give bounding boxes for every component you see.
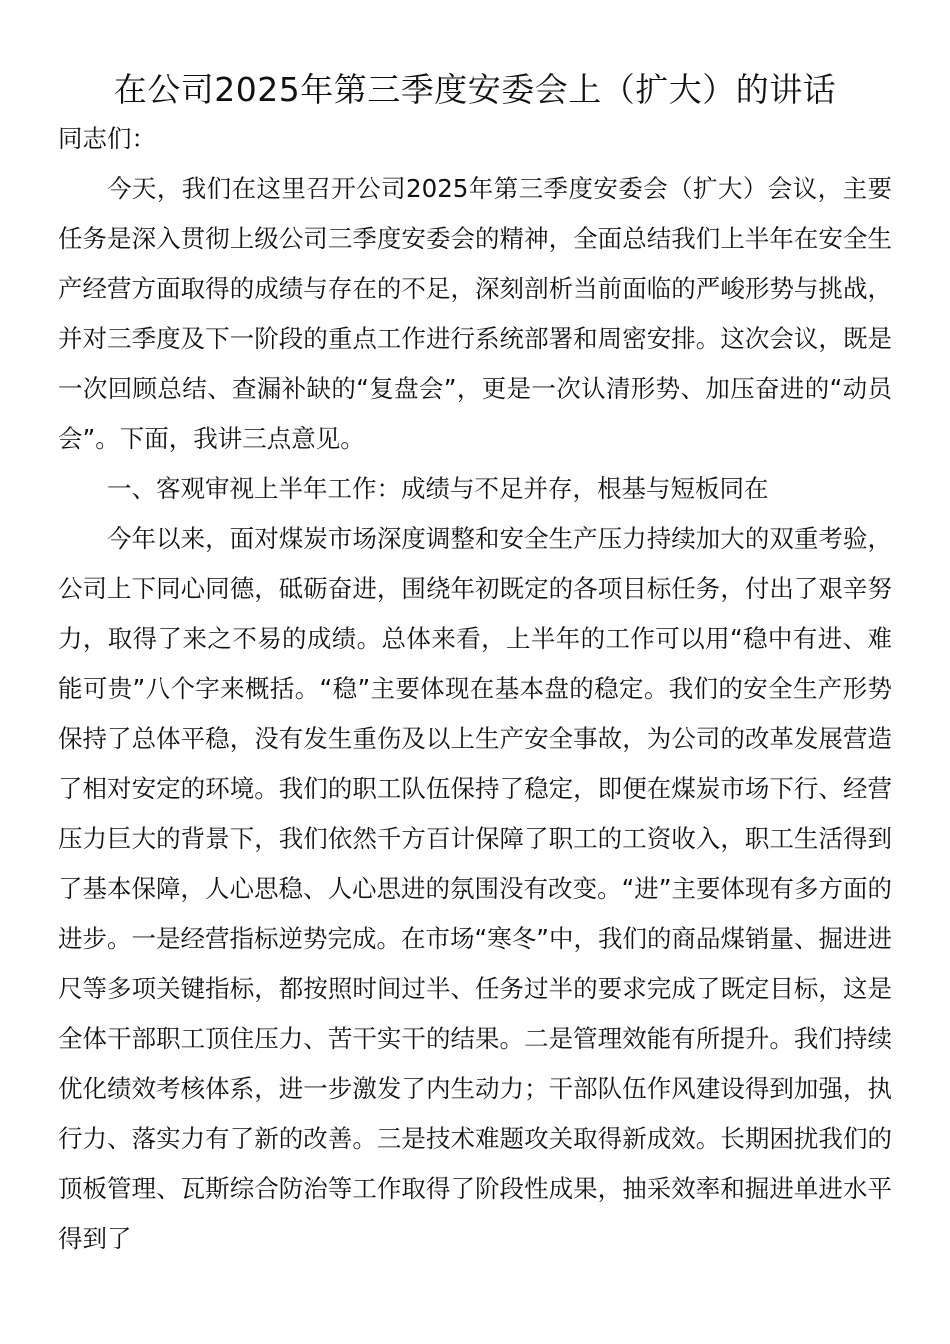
- document-body: [58, 114, 892, 1264]
- intro-paragraph: 今天，我们在这里召开公司2025年第三季度安委会（扩大）会议，主要任务是深入贯彻上级公司三季度安委会的精神，全面总结我们上半年在安全生产经营方面取得的成绩与存在的不足，深刻剖析当前面临的严峻形势与挑战，并对三季度及下一阶段的重点工作进行系统部署和周密安排。这次会议，既是一次回顾总结、查漏补缺的“复盘会”，更是一次认清形势、加压奋进的“动员会”。下面，我讲三点意见。: [58, 174, 892, 453]
- section-1-paragraph: 今年以来，面对煤炭市场深度调整和安全生产压力持续加大的双重考验，公司上下同心同德，砥砺奋进，围绕年初既定的各项目标任务，付出了艰辛努力，取得了来之不易的成绩。总体来看，上半年的工作可以用“稳中有进、难能可贵”八个字来概括。“稳”主要体现在基本盘的稳定。我们的安全生产形势保持了总体平稳，没有发生重伤及以上生产安全事故，为公司的改革发展营造了相对安定的环境。我们的职工队伍保持了稳定，即便在煤炭市场下行、经营压力巨大的背景下，我们依然千方百计保障了职工的工资收入，职工生活得到了基本保障，人心思稳、人心思进的氛围没有改变。“进”主要体现有多方面的进步。一是经营指标逆势完成。在市场“寒冬”中，我们的商品煤销量、掘进进尺等多项关键指标，都按照时间过半、任务过半的要求完成了既定目标，这是全体干部职工顶住压力、苦干实干的结果。二是管理效能有所提升。我们持续优化绩效考核体系，进一步激发了内生动力；干部队伍作风建设得到加强，执行力、落实力有了新的改善。三是技术难题攻关取得新成效。长期困扰我们的顶板管理、瓦斯综合防治等工作取得了阶段性成果，抽采效率和掘进单进水平得到了: [58, 524, 892, 1253]
- section-1-heading: 一、客观审视上半年工作：成绩与不足并存，根基与短板同在: [107, 474, 769, 503]
- document-title: 在公司2025年第三季度安委会上（扩大）的讲话: [113, 70, 837, 109]
- salutation: 同志们：: [58, 124, 156, 153]
